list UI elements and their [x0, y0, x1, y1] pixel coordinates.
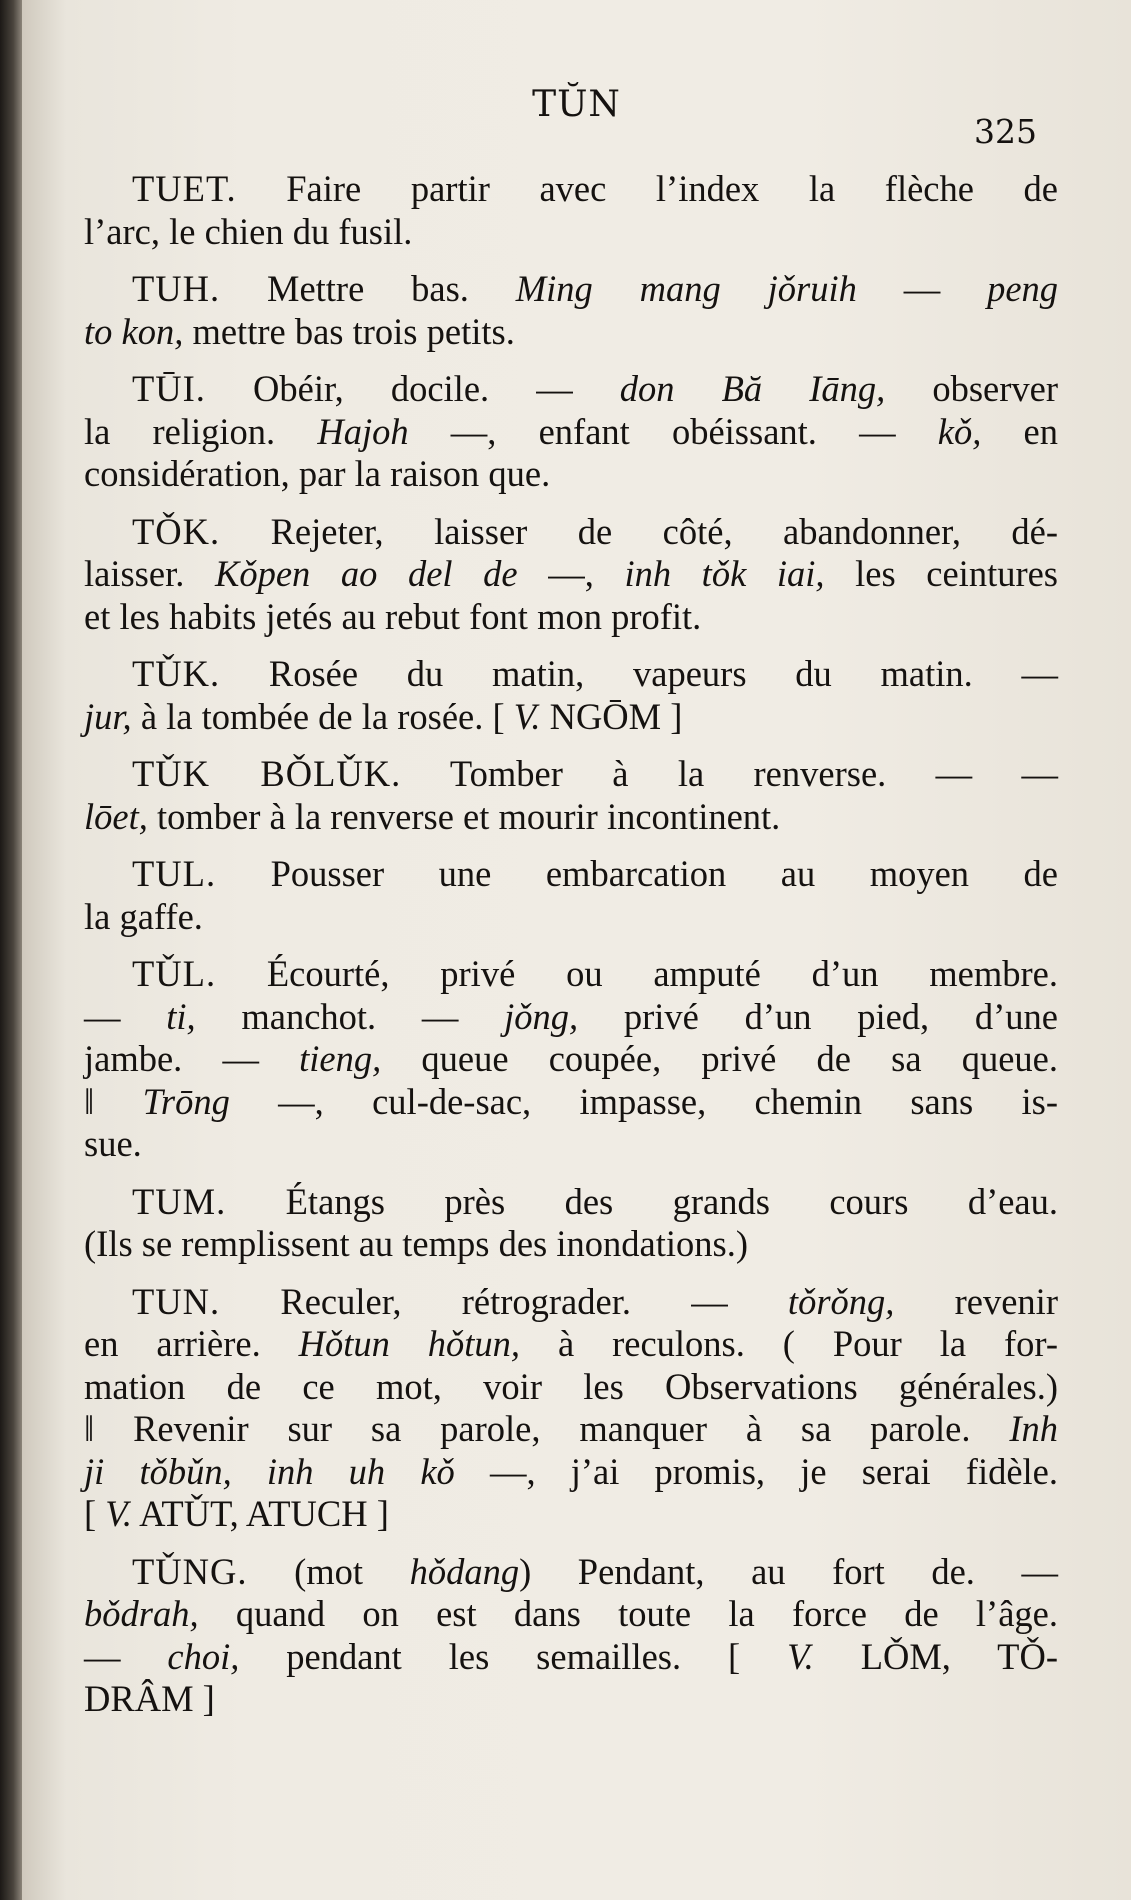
- dictionary-entry: [84, 1181, 1058, 1266]
- italic-text: Kǒpen ao del de: [214, 553, 518, 594]
- italic-text: ti,: [166, 995, 196, 1037]
- headword: TUET.: [132, 168, 237, 209]
- italic-text: tǒrǒng,: [787, 1280, 895, 1322]
- entry-text: —: [84, 995, 167, 1037]
- entry-text: Rosée du matin, vapeurs du matin. —: [220, 653, 1058, 694]
- book-page: [22, 0, 1131, 1900]
- entry-text: en arrière.: [84, 1323, 299, 1364]
- entry-text: ‖ Revenir sur sa parole, manquer à sa parole.: [84, 1408, 1010, 1449]
- entry-line: [84, 168, 1058, 211]
- entry-line: [84, 653, 1058, 696]
- entry-text: —: [856, 268, 988, 309]
- entry-text: et les habits jetés au rebut font mon profit.: [84, 595, 702, 637]
- entry-line: [84, 596, 1058, 639]
- italic-text: V.: [513, 695, 541, 737]
- entry-text: —: [84, 1635, 168, 1677]
- entry-text: —, cul-de-sac, impasse, chemin sans is-: [229, 1080, 1058, 1122]
- entry-text: tomber à la renverse et mourir incontinent.: [147, 795, 781, 837]
- entry-text: manchot. —: [195, 995, 505, 1037]
- entry-text: quand on est dans toute la force de l’âge.: [198, 1593, 1058, 1634]
- entry-text: observer: [885, 368, 1058, 409]
- italic-text: choi,: [167, 1635, 240, 1677]
- italic-text: V.: [787, 1635, 814, 1677]
- entry-text: —,: [517, 553, 625, 594]
- entry-line: [84, 553, 1058, 596]
- entry-text: en: [981, 410, 1059, 452]
- entry-text: [: [84, 1493, 106, 1534]
- dictionary-entry: [84, 168, 1058, 253]
- entry-line: [84, 368, 1058, 411]
- entry-line: [84, 411, 1058, 454]
- entry-line: [84, 753, 1058, 796]
- entry-text: mettre bas trois petits.: [183, 310, 515, 352]
- entry-text: la gaffe.: [84, 895, 203, 937]
- italic-text: kǒ,: [937, 410, 982, 452]
- entry-text: —, enfant obéissant. —: [408, 410, 938, 452]
- entry-text: NGŌM ]: [540, 695, 683, 737]
- entry-text: jambe. —: [84, 1038, 300, 1079]
- entry-line: [84, 1281, 1058, 1324]
- italic-text: Hǒtun hǒtun,: [298, 1323, 521, 1364]
- dictionary-entry: [84, 653, 1058, 738]
- headword: TǓK BǑLǓK.: [132, 753, 402, 794]
- italic-text: Hajoh: [317, 410, 409, 452]
- headword: TUL.: [132, 853, 217, 894]
- entry-line: [84, 953, 1058, 996]
- entry-text: Faire partir avec l’index la flèche de: [236, 168, 1058, 209]
- italic-text: inh tǒk iai,: [624, 553, 825, 594]
- entry-line: [84, 1081, 1058, 1124]
- headword: TUN.: [132, 1280, 221, 1322]
- entry-text: Tomber à la renverse. — —: [401, 753, 1058, 794]
- entry-text: les ceintures: [824, 553, 1059, 594]
- dictionary-entries: [84, 168, 1058, 1736]
- entry-text: Obéir, docile. —: [205, 368, 620, 409]
- entry-text: DRÂM ]: [84, 1678, 215, 1719]
- entry-text: ATǓT, ATUCH ]: [132, 1493, 389, 1534]
- entry-line: [84, 1593, 1058, 1636]
- italic-text: bǒdrah,: [84, 1593, 199, 1634]
- entry-text: pendant les semailles. [: [239, 1635, 788, 1677]
- entry-text: revenir: [894, 1280, 1058, 1322]
- entry-text: à reculons. ( Pour la for-: [520, 1323, 1058, 1364]
- entry-text: laisser.: [84, 553, 215, 594]
- dictionary-entry: [84, 953, 1058, 1166]
- entry-text: la religion.: [84, 410, 318, 452]
- entry-line: [84, 853, 1058, 896]
- headword: TǑK.: [132, 510, 221, 552]
- dictionary-entry: [84, 753, 1058, 838]
- entry-line: [84, 511, 1058, 554]
- italic-text: Inh: [1009, 1408, 1058, 1449]
- italic-text: Ming mang jǒruih: [515, 268, 857, 309]
- entry-line: [84, 1678, 1058, 1721]
- headword: TǓL.: [132, 953, 217, 994]
- italic-text: hǒdang: [409, 1550, 520, 1592]
- headword: TǓK.: [132, 653, 221, 694]
- italic-text: jur,: [84, 695, 132, 737]
- entry-line: [84, 1038, 1058, 1081]
- entry-line: [84, 1451, 1058, 1494]
- headword: TUM.: [132, 1180, 227, 1222]
- entry-text: Mettre bas.: [220, 268, 516, 309]
- entry-text: Étangs près des grands cours d’eau.: [226, 1180, 1058, 1222]
- entry-text: LǑM, TǑ-: [813, 1635, 1058, 1677]
- entry-line: [84, 1408, 1058, 1451]
- entry-text: l’arc, le chien du fusil.: [84, 210, 413, 252]
- italic-text: tieng,: [299, 1038, 382, 1079]
- entry-line: [84, 696, 1058, 739]
- italic-text: peng: [987, 268, 1059, 309]
- entry-line: [84, 896, 1058, 939]
- entry-line: [84, 1366, 1058, 1409]
- entry-text: à la tombée de la rosée. [: [131, 695, 514, 737]
- italic-text: ji tǒbǔn, inh uh kǒ: [84, 1450, 455, 1492]
- dictionary-entry: [84, 1281, 1058, 1536]
- entry-line: [84, 268, 1058, 311]
- dictionary-entry: [84, 368, 1058, 496]
- entry-text: —, j’ai promis, je serai fidèle.: [454, 1450, 1059, 1492]
- italic-text: to kon,: [84, 310, 184, 352]
- dictionary-entry: [84, 1551, 1058, 1721]
- running-header: TŬN: [532, 84, 621, 125]
- italic-text: Trōng: [142, 1080, 230, 1122]
- italic-text: V.: [105, 1493, 132, 1534]
- entry-text: ) Pendant, au fort de. —: [519, 1550, 1058, 1592]
- entry-line: [84, 996, 1058, 1039]
- italic-text: don Bă Iāng,: [619, 368, 886, 409]
- entry-line: [84, 453, 1058, 496]
- entry-text: ‖: [84, 1080, 143, 1122]
- entry-text: Reculer, rétrograder. —: [220, 1280, 788, 1322]
- entry-line: [84, 1551, 1058, 1594]
- entry-text: mation de ce mot, voir les Observations générales.): [84, 1365, 1058, 1407]
- italic-text: jǒng,: [504, 995, 579, 1037]
- entry-line: [84, 1323, 1058, 1366]
- headword: TŪI.: [132, 368, 206, 409]
- entry-line: [84, 1493, 1058, 1536]
- book-spine-shadow: [0, 0, 22, 1900]
- entry-line: [84, 796, 1058, 839]
- dictionary-entry: [84, 853, 1058, 938]
- dictionary-entry: [84, 268, 1058, 353]
- headword: TǓNG.: [132, 1550, 248, 1592]
- headword: TUH.: [132, 268, 221, 309]
- entry-line: [84, 1636, 1058, 1679]
- entry-line: [84, 311, 1058, 354]
- entry-text: Pousser une embarcation au moyen de: [216, 853, 1058, 894]
- italic-text: lōet,: [84, 795, 148, 837]
- entry-line: [84, 211, 1058, 254]
- entry-line: [84, 1223, 1058, 1266]
- entry-text: considération, par la raison que.: [84, 453, 551, 494]
- dictionary-entry: [84, 511, 1058, 639]
- entry-text: Écourté, privé ou amputé d’un membre.: [216, 953, 1058, 994]
- entry-text: (Ils se remplissent au temps des inondations.): [84, 1223, 748, 1264]
- entry-text: sue.: [84, 1123, 142, 1164]
- entry-text: privé d’un pied, d’une: [578, 995, 1058, 1037]
- entry-line: [84, 1181, 1058, 1224]
- entry-line: [84, 1123, 1058, 1166]
- entry-text: (mot: [247, 1550, 410, 1592]
- entry-text: Rejeter, laisser de côté, abandonner, dé-: [220, 510, 1058, 552]
- page-number: 325: [974, 112, 1037, 151]
- entry-text: queue coupée, privé de sa queue.: [381, 1038, 1058, 1079]
